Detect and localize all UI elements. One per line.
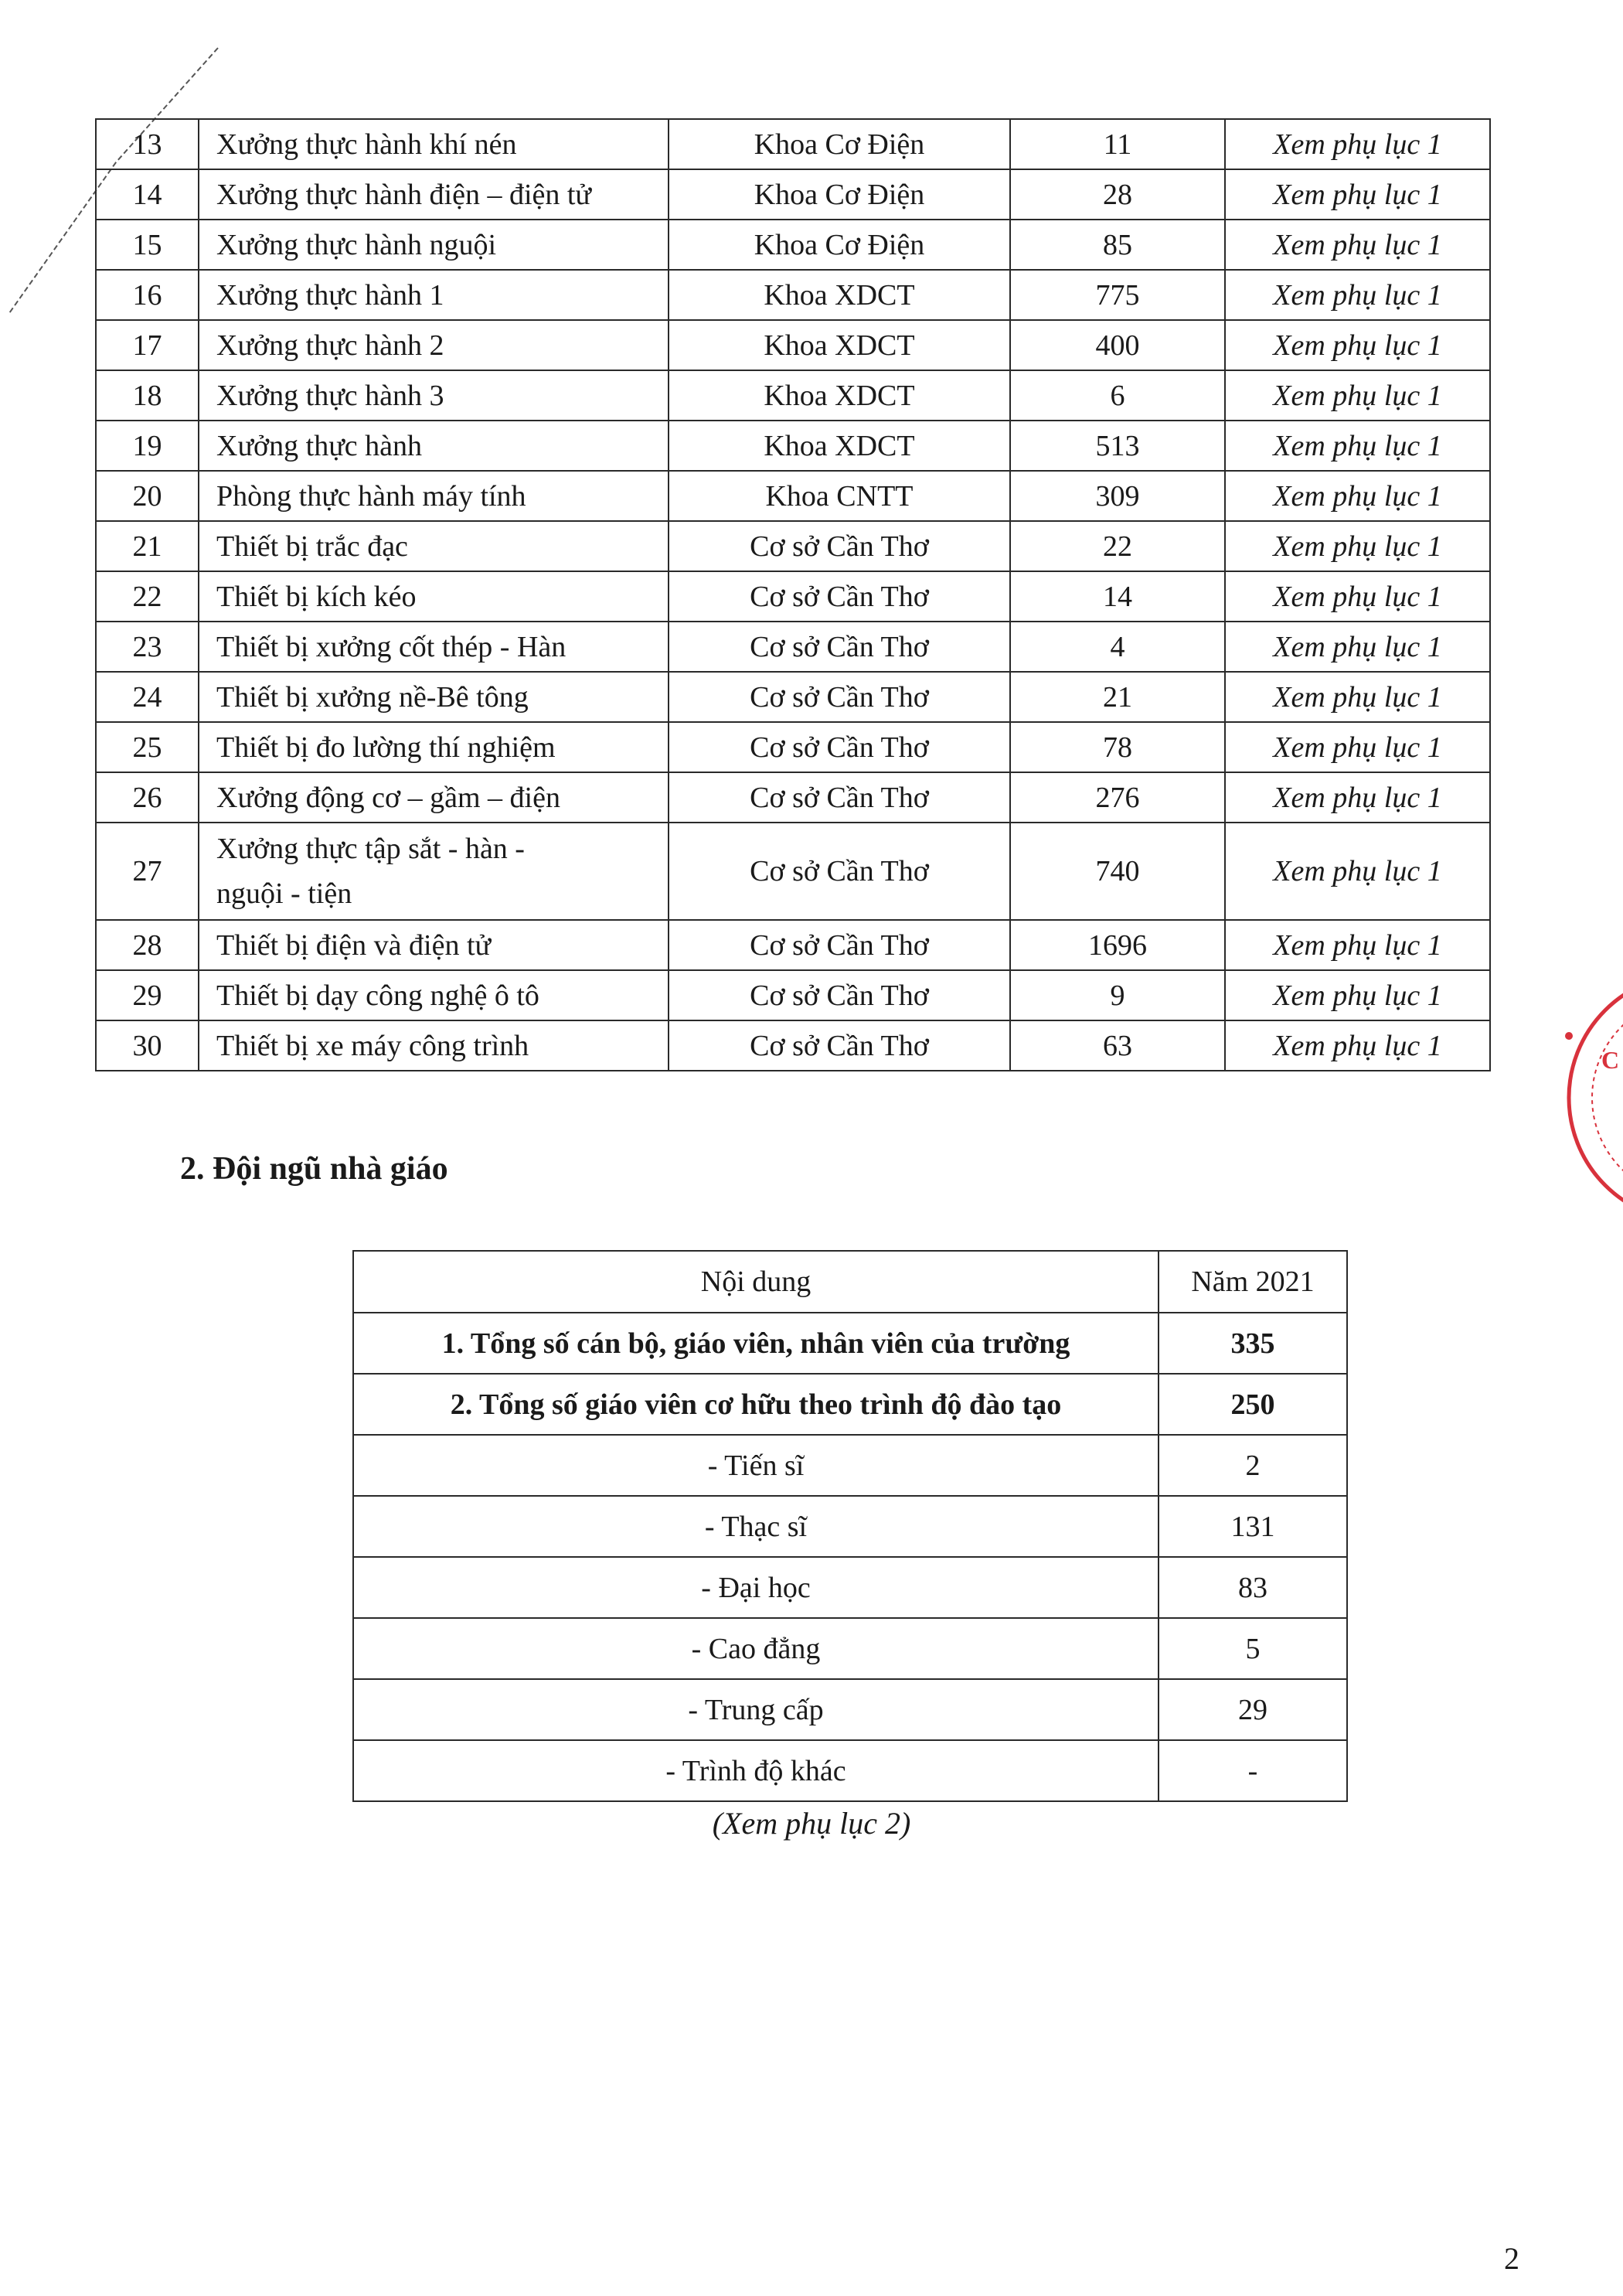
table-row <box>353 1618 1347 1679</box>
managing-unit: Khoa XDCT <box>669 320 1010 370</box>
note: Xem phụ lục 1 <box>1225 270 1490 320</box>
row-number: 14 <box>96 169 199 220</box>
row-number: 29 <box>96 970 199 1020</box>
row-number: 19 <box>96 421 199 471</box>
note: Xem phụ lục 1 <box>1225 722 1490 772</box>
managing-unit: Khoa Cơ Điện <box>669 119 1010 169</box>
quantity: 740 <box>1010 823 1225 920</box>
row-label: 2. Tổng số giáo viên cơ hữu theo trình độ đào tạo <box>353 1374 1159 1435</box>
table-row <box>353 1313 1347 1374</box>
managing-unit: Cơ sở Cần Thơ <box>669 970 1010 1020</box>
table-row <box>96 320 1490 370</box>
table-row <box>96 169 1490 220</box>
row-number: 27 <box>96 823 199 920</box>
managing-unit: Cơ sở Cần Thơ <box>669 622 1010 672</box>
note: Xem phụ lục 1 <box>1225 220 1490 270</box>
row-label: - Trình độ khác <box>353 1740 1159 1801</box>
row-label: - Trung cấp <box>353 1679 1159 1740</box>
quantity: 21 <box>1010 672 1225 722</box>
table-row <box>96 722 1490 772</box>
teaching-staff-table <box>352 1250 1348 1802</box>
page-number: 2 <box>1504 2241 1519 2276</box>
quantity: 9 <box>1010 970 1225 1020</box>
equipment-name: Xưởng thực hành điện – điện tử <box>199 169 669 220</box>
row-value: 5 <box>1159 1618 1347 1679</box>
row-number: 28 <box>96 920 199 970</box>
equipment-name: Thiết bị xưởng nề-Bê tông <box>199 672 669 722</box>
quantity: 78 <box>1010 722 1225 772</box>
row-label: - Cao đẳng <box>353 1618 1159 1679</box>
table-row <box>96 571 1490 622</box>
quantity: 28 <box>1010 169 1225 220</box>
row-number: 20 <box>96 471 199 521</box>
table-row <box>353 1557 1347 1618</box>
table-row <box>96 370 1490 421</box>
row-value: 83 <box>1159 1557 1347 1618</box>
row-number: 18 <box>96 370 199 421</box>
row-number: 24 <box>96 672 199 722</box>
managing-unit: Cơ sở Cần Thơ <box>669 672 1010 722</box>
note: Xem phụ lục 1 <box>1225 471 1490 521</box>
stamp-text: C <box>1601 1046 1620 1074</box>
table-row <box>96 920 1490 970</box>
table-row <box>96 220 1490 270</box>
equipment-name: Thiết bị trắc đạc <box>199 521 669 571</box>
quantity: 11 <box>1010 119 1225 169</box>
row-value: 335 <box>1159 1313 1347 1374</box>
table-row <box>96 622 1490 672</box>
equipment-name: Xưởng thực hành 2 <box>199 320 669 370</box>
equipment-name: Xưởng thực hành 1 <box>199 270 669 320</box>
row-label: 1. Tổng số cán bộ, giáo viên, nhân viên của trường <box>353 1313 1159 1374</box>
managing-unit: Khoa XDCT <box>669 270 1010 320</box>
note: Xem phụ lục 1 <box>1225 672 1490 722</box>
table-row <box>96 772 1490 823</box>
row-number: 30 <box>96 1020 199 1071</box>
table-row <box>96 421 1490 471</box>
equipment-name: Thiết bị đo lường thí nghiệm <box>199 722 669 772</box>
note: Xem phụ lục 1 <box>1225 119 1490 169</box>
equipment-table <box>95 118 1491 1071</box>
equipment-name <box>199 823 669 920</box>
row-value: 250 <box>1159 1374 1347 1435</box>
table-row <box>96 521 1490 571</box>
note: Xem phụ lục 1 <box>1225 169 1490 220</box>
equipment-name: Xưởng động cơ – gầm – điện <box>199 772 669 823</box>
appendix-reference-note: (Xem phụ lục 2) <box>712 1806 911 1841</box>
table-row <box>353 1435 1347 1496</box>
note: Xem phụ lục 1 <box>1225 421 1490 471</box>
managing-unit: Khoa Cơ Điện <box>669 169 1010 220</box>
row-value: 2 <box>1159 1435 1347 1496</box>
managing-unit: Cơ sở Cần Thơ <box>669 571 1010 622</box>
table-row <box>96 672 1490 722</box>
managing-unit: Cơ sở Cần Thơ <box>669 823 1010 920</box>
table-row <box>96 1020 1490 1071</box>
quantity: 14 <box>1010 571 1225 622</box>
managing-unit: Cơ sở Cần Thơ <box>669 772 1010 823</box>
note: Xem phụ lục 1 <box>1225 970 1490 1020</box>
managing-unit: Khoa CNTT <box>669 471 1010 521</box>
note: Xem phụ lục 1 <box>1225 823 1490 920</box>
quantity: 4 <box>1010 622 1225 672</box>
equipment-name: Thiết bị điện và điện tử <box>199 920 669 970</box>
quantity: 276 <box>1010 772 1225 823</box>
table-row <box>96 970 1490 1020</box>
row-number: 16 <box>96 270 199 320</box>
equipment-name-line-1: Xưởng thực tập sắt - hàn - <box>216 833 525 865</box>
quantity: 309 <box>1010 471 1225 521</box>
row-number: 21 <box>96 521 199 571</box>
table-row <box>96 823 1490 920</box>
row-label: - Tiến sĩ <box>353 1435 1159 1496</box>
note: Xem phụ lục 1 <box>1225 622 1490 672</box>
row-label: - Đại học <box>353 1557 1159 1618</box>
equipment-name: Xưởng thực hành khí nén <box>199 119 669 169</box>
row-number: 22 <box>96 571 199 622</box>
table-row <box>96 471 1490 521</box>
equipment-name: Thiết bị kích kéo <box>199 571 669 622</box>
quantity: 22 <box>1010 521 1225 571</box>
note: Xem phụ lục 1 <box>1225 320 1490 370</box>
table-row <box>353 1374 1347 1435</box>
equipment-name: Thiết bị xưởng cốt thép - Hàn <box>199 622 669 672</box>
managing-unit: Cơ sở Cần Thơ <box>669 521 1010 571</box>
note: Xem phụ lục 1 <box>1225 1020 1490 1071</box>
equipment-name-line-2: nguội - tiện <box>216 877 352 910</box>
managing-unit: Cơ sở Cần Thơ <box>669 722 1010 772</box>
quantity: 6 <box>1010 370 1225 421</box>
managing-unit: Khoa XDCT <box>669 421 1010 471</box>
row-number: 23 <box>96 622 199 672</box>
quantity: 400 <box>1010 320 1225 370</box>
note: Xem phụ lục 1 <box>1225 571 1490 622</box>
table-row <box>96 270 1490 320</box>
row-number: 26 <box>96 772 199 823</box>
quantity: 775 <box>1010 270 1225 320</box>
table-row <box>96 119 1490 169</box>
column-header-content: Nội dung <box>353 1251 1159 1313</box>
managing-unit: Cơ sở Cần Thơ <box>669 920 1010 970</box>
equipment-name: Xưởng thực hành nguội <box>199 220 669 270</box>
column-header-year: Năm 2021 <box>1159 1251 1347 1313</box>
equipment-name: Xưởng thực hành 3 <box>199 370 669 421</box>
table-row <box>353 1496 1347 1557</box>
row-value: 29 <box>1159 1679 1347 1740</box>
note: Xem phụ lục 1 <box>1225 370 1490 421</box>
note: Xem phụ lục 1 <box>1225 772 1490 823</box>
row-value: 131 <box>1159 1496 1347 1557</box>
equipment-name: Thiết bị xe máy công trình <box>199 1020 669 1071</box>
note: Xem phụ lục 1 <box>1225 920 1490 970</box>
table-row <box>353 1679 1347 1740</box>
row-number: 15 <box>96 220 199 270</box>
quantity: 63 <box>1010 1020 1225 1071</box>
managing-unit: Cơ sở Cần Thơ <box>669 1020 1010 1071</box>
section-heading: 2. Đội ngũ nhà giáo <box>180 1151 448 1187</box>
managing-unit: Khoa Cơ Điện <box>669 220 1010 270</box>
row-label: - Thạc sĩ <box>353 1496 1159 1557</box>
row-number: 13 <box>96 119 199 169</box>
row-number: 17 <box>96 320 199 370</box>
quantity: 85 <box>1010 220 1225 270</box>
official-seal-stamp <box>1546 959 1623 1268</box>
table-row <box>353 1740 1347 1801</box>
row-number: 25 <box>96 722 199 772</box>
equipment-name: Thiết bị dạy công nghệ ô tô <box>199 970 669 1020</box>
equipment-name: Phòng thực hành máy tính <box>199 471 669 521</box>
note: Xem phụ lục 1 <box>1225 521 1490 571</box>
quantity: 1696 <box>1010 920 1225 970</box>
quantity: 513 <box>1010 421 1225 471</box>
table-header-row <box>353 1251 1347 1313</box>
row-value: - <box>1159 1740 1347 1801</box>
equipment-name: Xưởng thực hành <box>199 421 669 471</box>
managing-unit: Khoa XDCT <box>669 370 1010 421</box>
